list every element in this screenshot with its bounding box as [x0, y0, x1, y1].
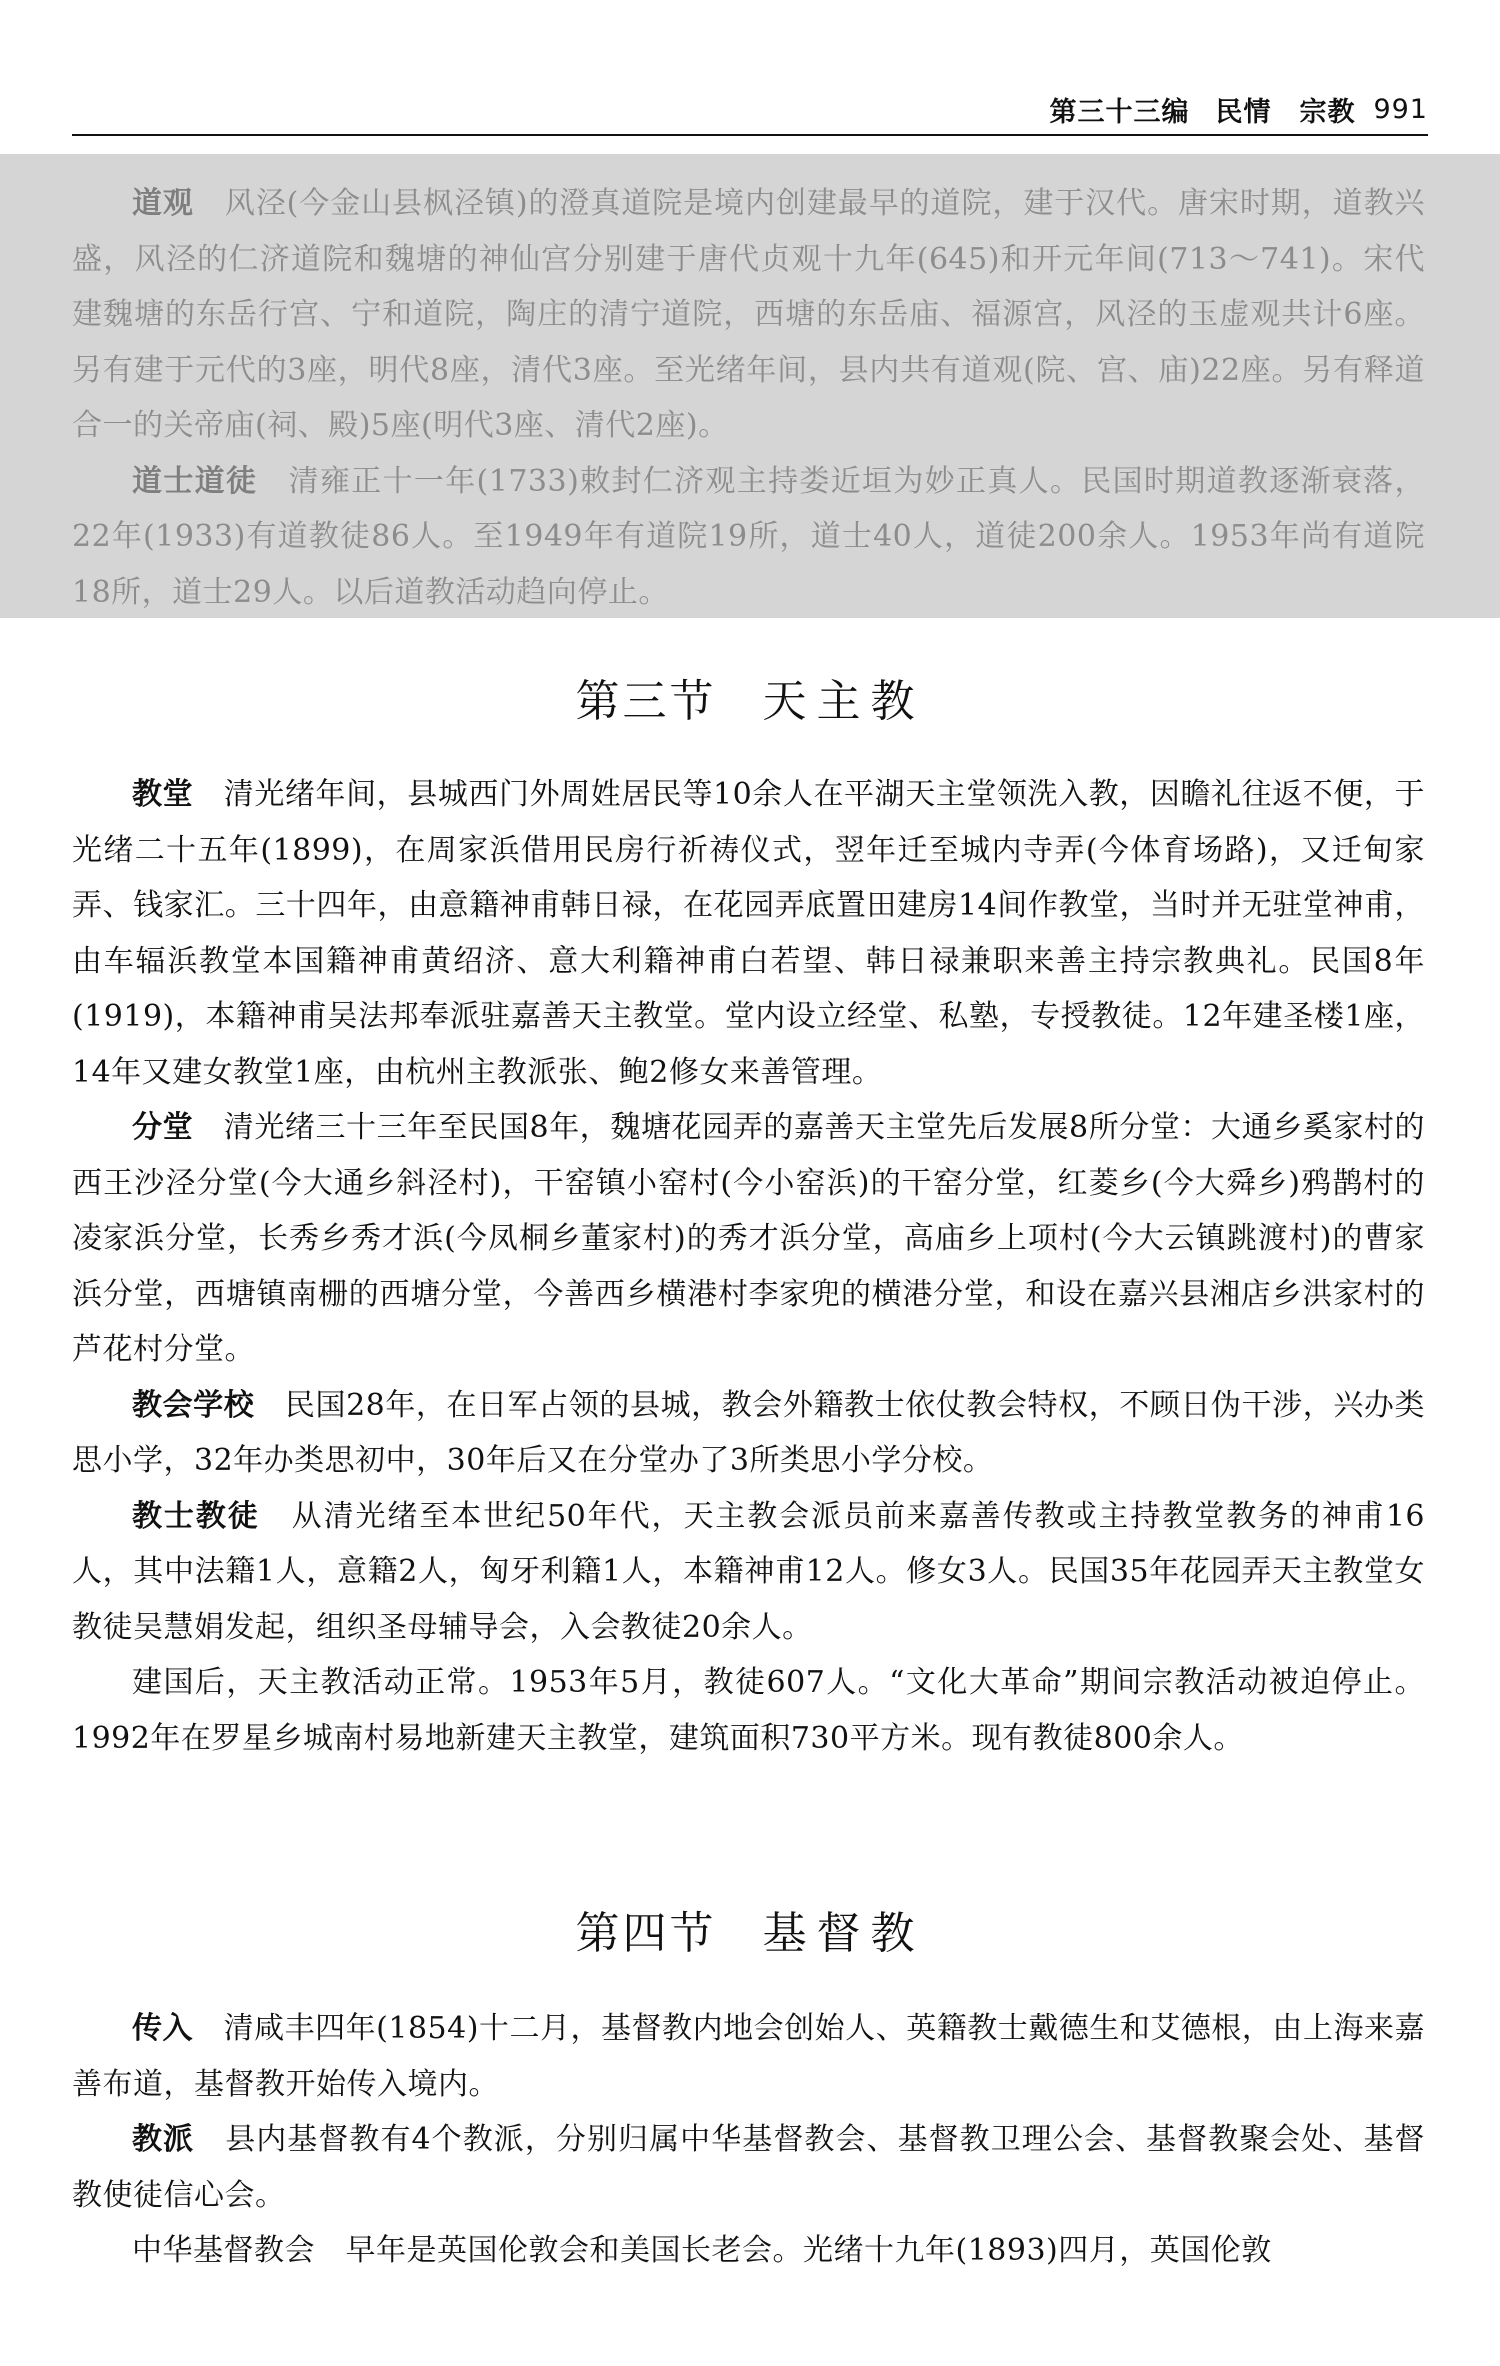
- section3-title: 天主教: [762, 676, 925, 727]
- section4-label: 第四节: [575, 1908, 717, 1959]
- church-of-christ-text: 早年是英国伦敦会和美国长老会。光绪十九年(1893)四月，英国伦敦: [345, 2233, 1272, 2268]
- page-number: 991: [1373, 93, 1428, 125]
- header-part: 第三十三编: [1049, 96, 1190, 128]
- christian-paragraph-church-of-christ: [72, 2223, 1425, 2279]
- term-temples: 道观: [132, 186, 194, 221]
- clergy-text: 从清光绪至本世纪50年代，天主教会派员前来嘉善传教或主持教堂教务的神甫16人，其中法籍1人，意籍2人，匈牙利籍1人，本籍神甫12人。修女3人。民国35年花园弄天主教堂女教徒吴慧娟发起，组织圣母辅导会，入会教徒20余人。: [72, 1498, 1426, 1645]
- church-text: 清光绪年间，县城西门外周姓居民等10余人在平湖天主堂领洗入教，因瞻礼往返不便，于光绪二十五年(1899)，在周家浜借用民房行祈祷仪式，翌年迁至城内寺弄(今体育场路)，又迁甸家弄、钱家汇。三十四年，由意籍神甫韩日禄，在花园弄底置田建房14间作教堂，当时并无驻堂神甫，由车辐浜教堂本国籍神甫黄绍济、意大利籍神甫白若望、韩日禄兼职来善主持宗教典礼。民国8年(1919)，本籍神甫吴法邦奉派驻嘉善天主教堂。堂内设立经堂、私塾，专授教徒。12年建圣楼1座，14年又建女教堂1座，由杭州主教派张、鲍2修女来善管理。: [72, 777, 1426, 1090]
- taoism-shaded-block: [0, 154, 1500, 618]
- term-branches: 分堂: [132, 1110, 194, 1145]
- term-denominations: 教派: [132, 2122, 195, 2157]
- catholic-paragraph-clergy: [72, 1489, 1425, 1656]
- catholicism-body: [72, 767, 1425, 1766]
- term-introduction: 传入: [132, 2011, 194, 2046]
- term-priests: 道士道徒: [132, 463, 258, 499]
- term-schools: 教会学校: [132, 1387, 255, 1423]
- taoism-priests-text: 清雍正十一年(1733)敕封仁济观主持娄近垣为妙正真人。民国时期道教逐渐衰落，22年(1933)有道教徒86人。至1949年有道院19所，道士40人，道徒200余人。1953年尚有道院18所，道士29人。以后道教活动趋向停止。: [72, 463, 1426, 610]
- taoism-temples-text: 风泾(今金山县枫泾镇)的澄真道院是境内创建最早的道院，建于汉代。唐宋时期，道教兴盛，风泾的仁济道院和魏塘的神仙宫分别建于唐代贞观十九年(645)和开元年间(713～741)。宋代建魏塘的东岳行宫、宁和道院，陶庄的清宁道院，西塘的东岳庙、福源宫，风泾的玉虚观共计6座。另有建于元代的3座，明代8座，清代3座。至光绪年间，县内共有道观(院、宫、庙)22座。另有释道合一的关帝庙(祠、殿)5座(明代3座、清代2座)。: [72, 186, 1426, 443]
- section4-title: 基督教: [762, 1908, 925, 1959]
- taoism-paragraph-temples: [72, 176, 1425, 454]
- branches-text: 清光绪三十三年至民国8年，魏塘花园弄的嘉善天主堂先后发展8所分堂：大通乡奚家村的西王沙泾分堂(今大通乡斜泾村)，干窑镇小窑村(今小窑浜)的干窑分堂，红菱乡(今大舜乡)鸦鹊村的凌家浜分堂，长秀乡秀才浜(今凤桐乡董家村)的秀才浜分堂，高庙乡上项村(今大云镇跳渡村)的曹家浜分堂，西塘镇南栅的西塘分堂，今善西乡横港村李家兜的横港分堂，和设在嘉兴县湘店乡洪家村的芦花村分堂。: [72, 1110, 1426, 1367]
- catholic-paragraph-branches: [72, 1100, 1425, 1378]
- taoism-paragraph-priests: [72, 454, 1425, 621]
- lead-church-of-christ: 中华基督教会: [132, 2233, 315, 2268]
- running-header: [72, 84, 1428, 136]
- denominations-text: 县内基督教有4个教派，分别归属中华基督教会、基督教卫理公会、基督教聚会处、基督教使徒信心会。: [72, 2122, 1426, 2213]
- section3-label: 第三节: [575, 676, 717, 727]
- term-church: 教堂: [132, 777, 194, 812]
- schools-text: 民国28年，在日军占领的县城，教会外籍教士依仗教会特权，不顾日伪干涉，兴办类思小学，32年办类思初中，30年后又在分堂办了3所类思小学分校。: [72, 1387, 1426, 1478]
- christian-paragraph-denominations: [72, 2112, 1425, 2223]
- section-heading-catholicism: [0, 665, 1500, 729]
- section-heading-christianity: [0, 1897, 1500, 1961]
- introduction-text: 清咸丰四年(1854)十二月，基督教内地会创始人、英籍教士戴德生和艾德根，由上海来嘉善布道，基督教开始传入境内。: [72, 2011, 1426, 2102]
- christianity-body: [72, 2001, 1425, 2279]
- term-clergy: 教士教徒: [132, 1498, 260, 1534]
- christian-paragraph-introduction: [72, 2001, 1425, 2112]
- catholic-paragraph-schools: [72, 1378, 1425, 1489]
- catholic-paragraph-church: [72, 767, 1425, 1100]
- catholic-paragraph-after-1949: 建国后，天主教活动正常。1953年5月，教徒607人。“文化大革命”期间宗教活动被迫停止。1992年在罗星乡城南村易地新建天主教堂，建筑面积730平方米。现有教徒800余人。: [72, 1665, 1425, 1756]
- header-subject: 民情 宗教: [1215, 96, 1356, 128]
